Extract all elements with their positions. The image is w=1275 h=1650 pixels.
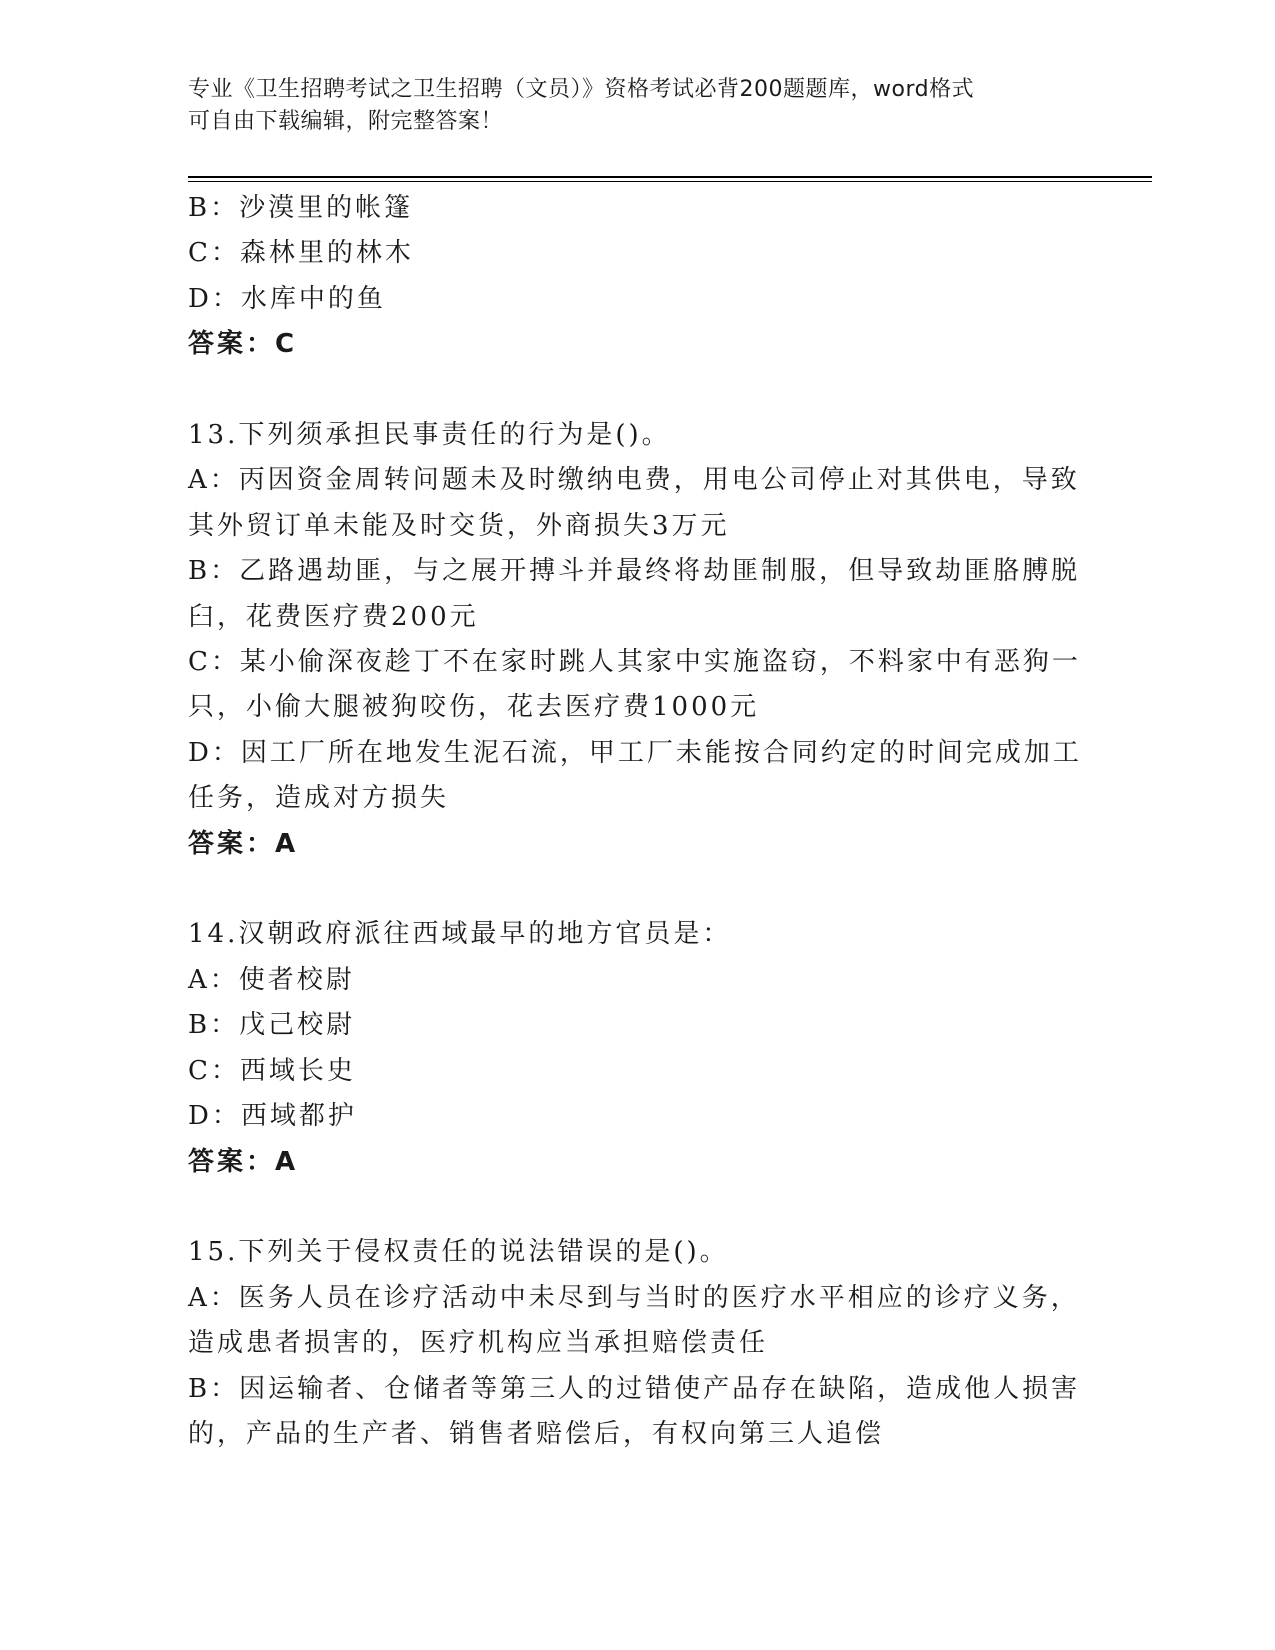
q14-option-c: C：西域长史 bbox=[188, 1055, 356, 1086]
question-content bbox=[188, 186, 1088, 1457]
q15-option-b-line2: 的，产品的生产者、销售者赔偿后，有权向第三人追偿 bbox=[188, 1418, 885, 1449]
q12-option-c: C：森林里的林木 bbox=[188, 238, 414, 269]
q13-answer: 答案：A bbox=[188, 828, 299, 859]
q15-option-a-line2: 造成患者损害的，医疗机构应当承担赔偿责任 bbox=[188, 1328, 769, 1359]
q12-option-b: B：沙漠里的帐篷 bbox=[188, 193, 414, 223]
q14-answer: 答案：A bbox=[188, 1146, 299, 1177]
q13-option-b-line2: 臼，花费医疗费200元 bbox=[188, 601, 479, 632]
spacer bbox=[188, 867, 1088, 912]
header-divider-thin bbox=[188, 181, 1152, 182]
q14-option-a: A：使者校尉 bbox=[188, 964, 355, 995]
q14-option-b: B：戊己校尉 bbox=[188, 1010, 356, 1041]
q13-option-d-line2: 任务，造成对方损失 bbox=[188, 783, 450, 814]
q13-option-c-line1: C：某小偷深夜趁丁不在家时跳人其家中实施盗窃，不料家中有恶狗一 bbox=[188, 647, 1081, 678]
header-divider bbox=[188, 176, 1152, 178]
q12-option-d: D：水库中的鱼 bbox=[188, 283, 386, 314]
q14-stem: 14.汉朝政府派往西域最早的地方官员是： bbox=[188, 919, 732, 950]
q13-option-c-line2: 只，小偷大腿被狗咬伤，花去医疗费1000元 bbox=[188, 692, 760, 723]
q15-stem: 15.下列关于侵权责任的说法错误的是()。 bbox=[188, 1237, 729, 1268]
q12-answer: 答案：C bbox=[188, 329, 298, 360]
q13-option-d-line1: D：因工厂所在地发生泥石流，甲工厂未能按合同约定的时间完成加工 bbox=[188, 737, 1082, 768]
q13-option-a-line2: 其外贸订单未能及时交货，外商损失3万元 bbox=[188, 510, 730, 541]
header-line-1: 专业《卫生招聘考试之卫生招聘（文员）》资格考试必背200题题库，word格式 bbox=[188, 77, 975, 102]
q15-option-b-line1: B：因运输者、仓储者等第三人的过错使产品存在缺陷，造成他人损害 bbox=[188, 1373, 1081, 1404]
q14-option-d: D：西域都护 bbox=[188, 1101, 357, 1132]
header-line-2: 可自由下载编辑，附完整答案！ bbox=[188, 109, 504, 134]
q13-option-b-line1: B：乙路遇劫匪，与之展开搏斗并最终将劫匪制服，但导致劫匪胳膊脱 bbox=[188, 556, 1081, 587]
q13-option-a-line1: A：丙因资金周转问题未及时缴纳电费，用电公司停止对其供电，导致 bbox=[188, 465, 1080, 496]
q15-option-a-line1: A：医务人员在诊疗活动中未尽到与当时的医疗水平相应的诊疗义务， bbox=[188, 1282, 1080, 1313]
q13-stem: 13.下列须承担民事责任的行为是()。 bbox=[188, 420, 671, 451]
spacer bbox=[188, 368, 1088, 413]
spacer bbox=[188, 1185, 1088, 1230]
document-header bbox=[188, 74, 1088, 138]
